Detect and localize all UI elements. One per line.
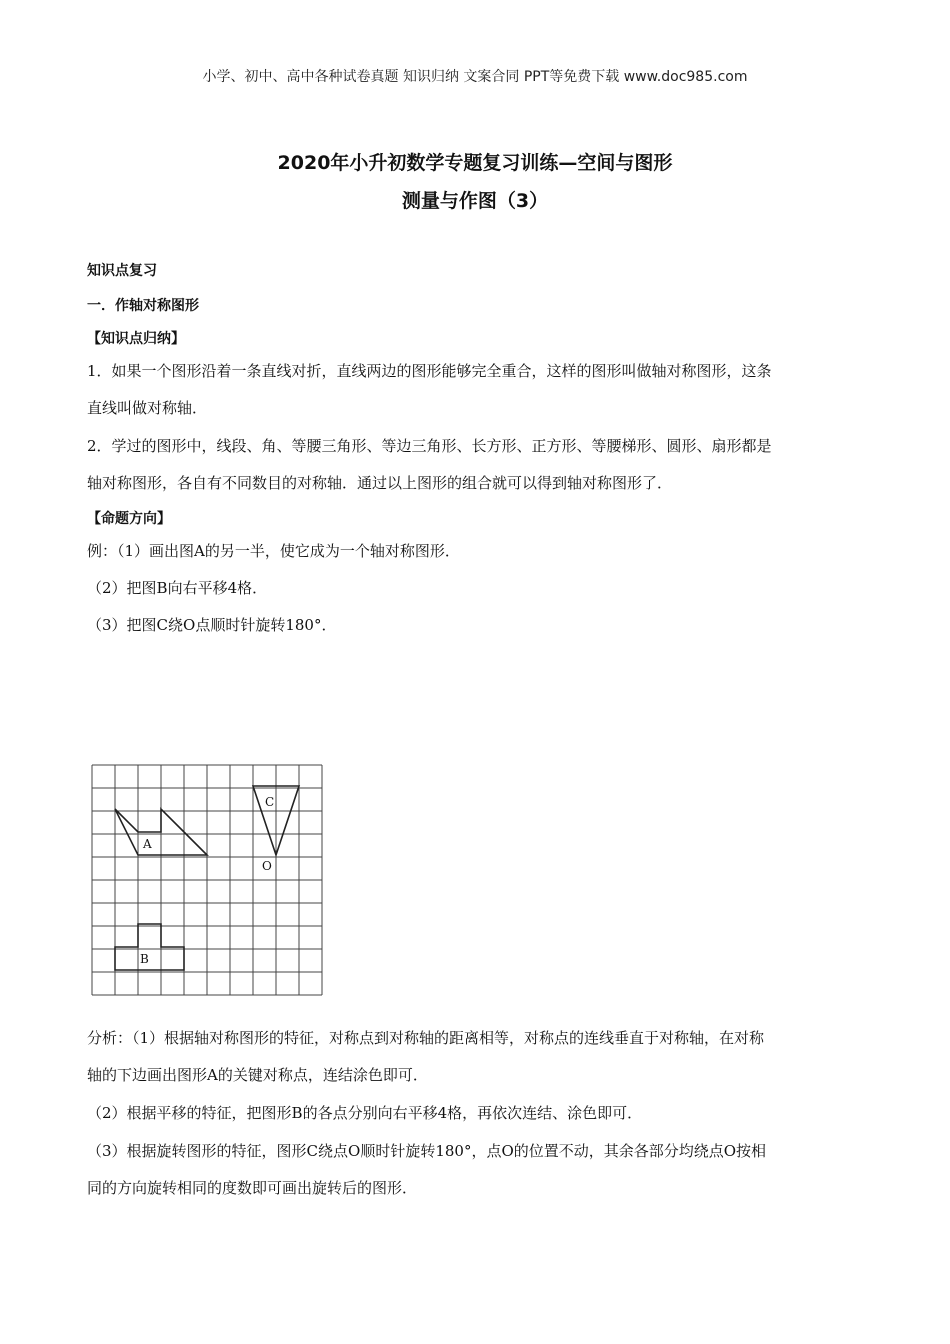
analysis-2: （2）根据平移的特征，把图形B的各点分别向右平移4格，再依次连结、涂色即可． bbox=[87, 1104, 643, 1122]
paragraph-1-line-2: 直线叫做对称轴． bbox=[87, 399, 208, 417]
section-heading: 知识点复习 bbox=[87, 263, 157, 279]
analysis-3-line-2: 同的方向旋转相同的度数即可画出旋转后的图形． bbox=[87, 1179, 418, 1197]
label-b: B bbox=[140, 952, 149, 966]
direction-heading: 【命题方向】 bbox=[87, 511, 171, 527]
label-o: O bbox=[262, 859, 272, 873]
paragraph-2-line-2: 轴对称图形，各自有不同数目的对称轴．通过以上图形的组合就可以得到轴对称图形了． bbox=[87, 474, 673, 492]
analysis-3-line-1: （3）根据旋转图形的特征，图形C绕点O顺时针旋转180°，点O的位置不动，其余各部分均绕点O按相 bbox=[87, 1142, 767, 1160]
example-2: （2）把图B向右平移4格． bbox=[87, 579, 268, 597]
analysis-1-line-1: 分析：（1）根据轴对称图形的特征，对称点到对称轴的距离相等，对称点的连线垂直于对称轴，在对称 bbox=[87, 1029, 765, 1047]
label-c: C bbox=[265, 795, 275, 809]
paragraph-1-line-1: 1．如果一个图形沿着一条直线对折，直线两边的图形能够完全重合，这样的图形叫做轴对称图形，这条 bbox=[87, 362, 772, 380]
subsection-heading: 一．作轴对称图形 bbox=[87, 298, 199, 314]
page-title: 2020年小升初数学专题复习训练—空间与图形 bbox=[277, 152, 673, 174]
label-a: A bbox=[143, 837, 152, 851]
page-subtitle: 测量与作图（3） bbox=[401, 190, 549, 212]
grid-figure bbox=[90, 763, 325, 998]
shape-b bbox=[115, 924, 184, 970]
site-header: 小学、初中、高中各种试卷真题 知识归纳 文案合同 PPT等免费下载 www.doc985.com bbox=[202, 69, 748, 85]
knowledge-heading: 【知识点归纳】 bbox=[87, 331, 185, 347]
grid-lines bbox=[92, 765, 322, 995]
example-1: 例：（1）画出图A的另一半，使它成为一个轴对称图形． bbox=[87, 542, 460, 560]
example-3: （3）把图C绕O点顺时针旋转180°． bbox=[87, 616, 337, 634]
paragraph-2-line-1: 2．学过的图形中，线段、角、等腰三角形、等边三角形、长方形、正方形、等腰梯形、圆形、扇形都是 bbox=[87, 437, 772, 455]
analysis-1-line-2: 轴的下边画出图形A的关键对称点，连结涂色即可． bbox=[87, 1066, 428, 1084]
